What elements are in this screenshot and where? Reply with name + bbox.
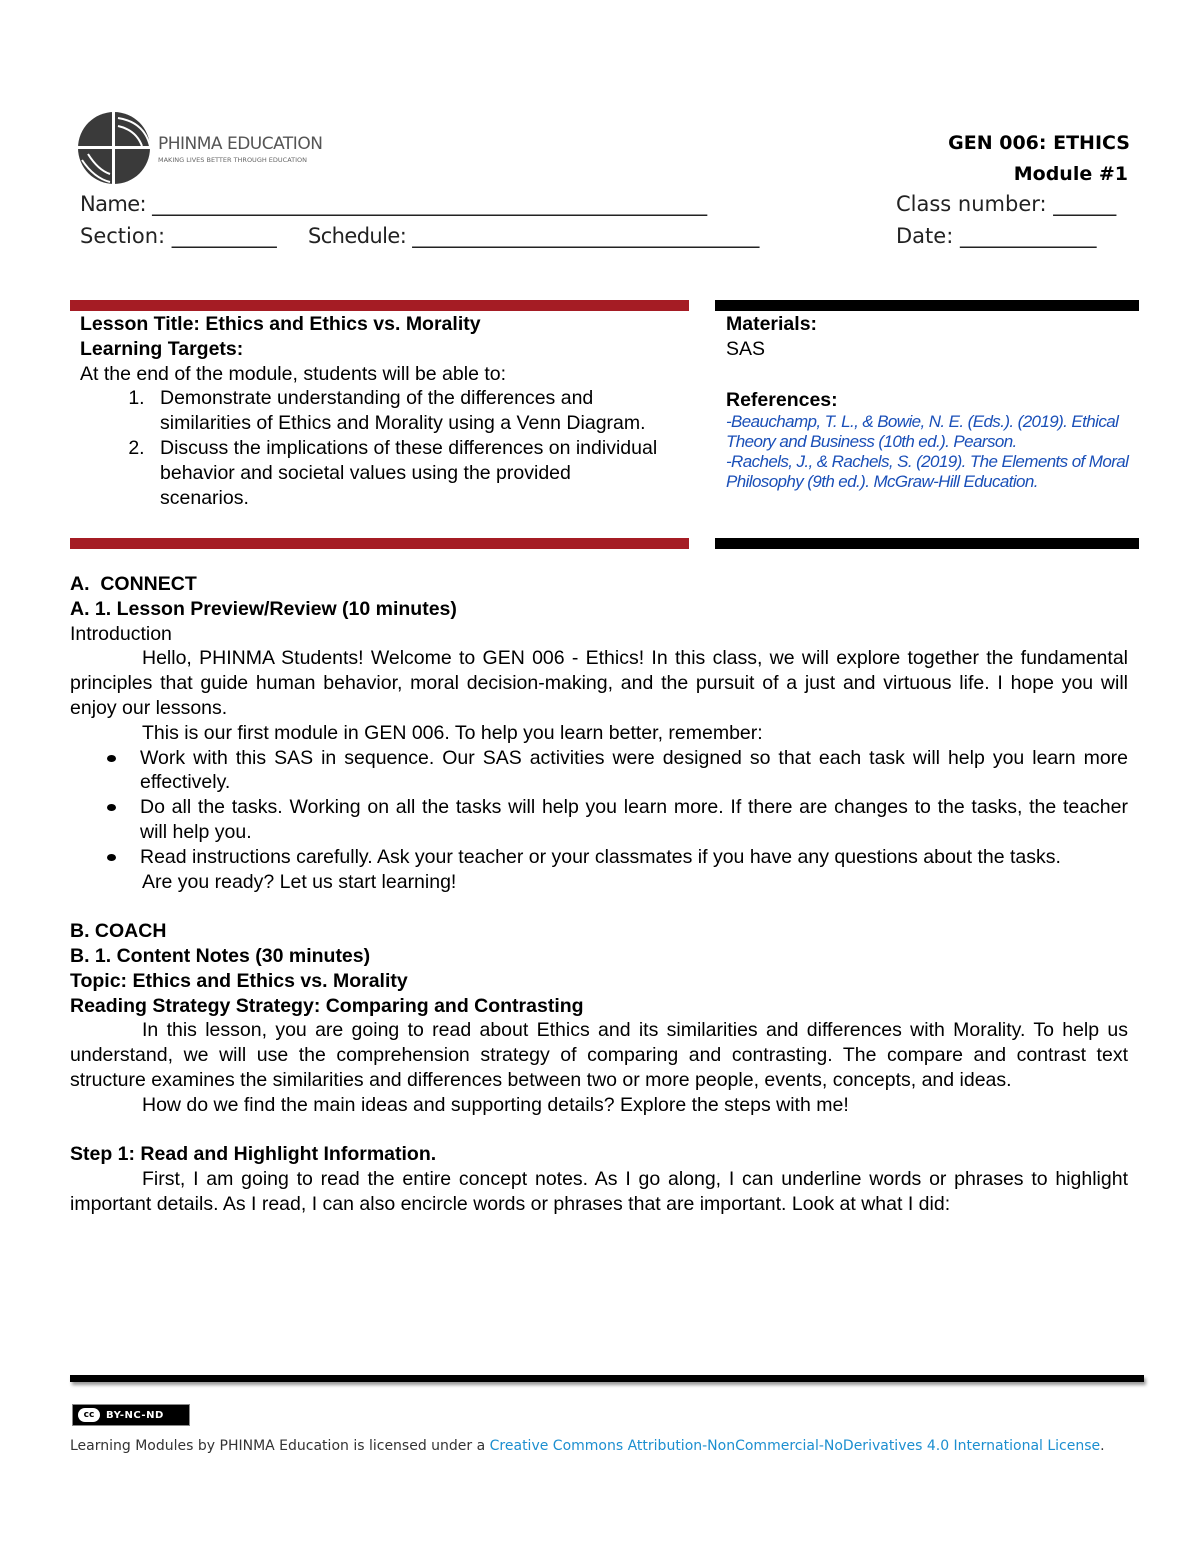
section-field[interactable]: Section: __________ <box>80 224 277 248</box>
intro-paragraph: Hello, PHINMA Students! Welcome to GEN 006 - Ethics! In this class, we will explore together the fundamental principles that guide human behavior, moral decision-making, and the pursuit of a just and virtuous life. I hope you will enjoy our lessons. <box>70 647 1128 719</box>
closing-line: Are you ready? Let us start learning! <box>142 870 457 893</box>
materials-box-bottom-rule <box>715 538 1139 549</box>
learning-target: 1. Demonstrate understanding of the differences and similarities of Ethics and Morality using a Venn Diagram. <box>150 386 660 436</box>
logo-tagline: MAKING LIVES BETTER THROUGH EDUCATION <box>158 156 308 164</box>
list-item: Read instructions carefully. Ask your teacher or your classmates if you have any questions about the tasks. <box>140 845 1128 870</box>
section-a1-heading: A. 1. Lesson Preview/Review (10 minutes) <box>70 597 457 620</box>
tips-list <box>70 746 1128 870</box>
cc-license-badge[interactable] <box>72 1404 190 1426</box>
name-field[interactable]: Name: ________________________________________________________ <box>80 192 707 216</box>
materials-value: SAS <box>726 337 766 360</box>
step1-paragraph: First, I am going to read the entire concept notes. As I go along, I can underline words or phrases to highlight important details. As I read, I can also encircle words or phrases that are important. Look at what I did: <box>70 1168 1128 1215</box>
phinma-logo <box>74 110 334 186</box>
main-content <box>70 572 1128 1217</box>
lesson-title: Lesson Title: Ethics and Ethics vs. Morality <box>80 313 481 335</box>
materials-heading: Materials: <box>726 313 818 335</box>
learning-targets-list <box>80 386 660 510</box>
lesson-box-bottom-rule <box>70 538 689 549</box>
course-code: GEN 006: ETHICS <box>948 132 1130 154</box>
list-item: Do all the tasks. Working on all the tasks will help you learn more. If there are changes to the tasks, the teacher will help you. <box>140 795 1128 845</box>
class-number-field[interactable]: Class number: ______ <box>896 192 1117 216</box>
materials-box-top-rule <box>715 300 1139 311</box>
schedule-field[interactable]: Schedule: ___________________________________ <box>308 224 759 248</box>
logo-name: PHINMA EDUCATION <box>158 134 323 154</box>
reminder-paragraph: This is our first module in GEN 006. To help you learn better, remember: <box>142 721 763 744</box>
date-field[interactable]: Date: _____________ <box>896 224 1097 248</box>
license-suffix: . <box>1100 1438 1105 1454</box>
introduction-label: Introduction <box>70 622 172 645</box>
references-heading: References: <box>726 388 838 411</box>
cc-icon: cc <box>78 1408 100 1422</box>
materials-box <box>726 312 1136 492</box>
badge-text: BY-NC-ND <box>106 1409 164 1421</box>
lesson-paragraph: In this lesson, you are going to read about Ethics and its similarities and differences with Morality. To help us understand, we will use the comprehension strategy of comparing and contrasting. The compare and contrast text structure examines the similarities and differences between two or more people, events, concepts, and ideas. <box>70 1019 1128 1091</box>
bullet-icon <box>107 854 116 861</box>
strategy-heading: Reading Strategy Strategy: Comparing and Contrasting <box>70 994 584 1017</box>
topic-heading: Topic: Ethics and Ethics vs. Morality <box>70 969 408 992</box>
bullet-icon <box>107 755 116 762</box>
bullet-icon <box>107 804 116 811</box>
footer-rule <box>70 1375 1144 1382</box>
step1-heading: Step 1: Read and Highlight Information. <box>70 1143 437 1166</box>
phinma-emblem-icon <box>74 110 154 186</box>
license-prefix: Learning Modules by PHINMA Education is licensed under a <box>70 1438 490 1454</box>
explore-paragraph: How do we find the main ideas and supporting details? Explore the steps with me! <box>142 1093 849 1116</box>
learning-targets-intro: At the end of the module, students will be able to: <box>80 362 507 385</box>
learning-target: 2. Discuss the implications of these differences on individual behavior and societal values using the provided scenarios. <box>150 436 660 510</box>
section-b-heading: B. COACH <box>70 920 167 943</box>
lesson-box-top-rule <box>70 300 689 311</box>
reference-item: -Beauchamp, T. L., & Bowie, N. E. (Eds.). (2019). Ethical Theory and Business (10th ed.). Pearson. <box>726 412 1119 452</box>
section-a-heading: A. CONNECT <box>70 573 197 595</box>
section-b1-heading: B. 1. Content Notes (30 minutes) <box>70 944 371 967</box>
list-item: Work with this SAS in sequence. Our SAS activities were designed so that each task will help you learn more effectively. <box>140 746 1128 796</box>
license-text <box>70 1434 1130 1458</box>
license-link[interactable]: Creative Commons Attribution-NonCommercial-NoDerivatives 4.0 International License <box>489 1438 1101 1454</box>
module-number: Module #1 <box>1013 163 1128 185</box>
learning-targets-heading: Learning Targets: <box>80 337 244 360</box>
lesson-box <box>80 312 660 510</box>
reference-item: -Rachels, J., & Rachels, S. (2019). The Elements of Moral Philosophy (9th ed.). McGraw-Hill Education. <box>726 451 1129 491</box>
